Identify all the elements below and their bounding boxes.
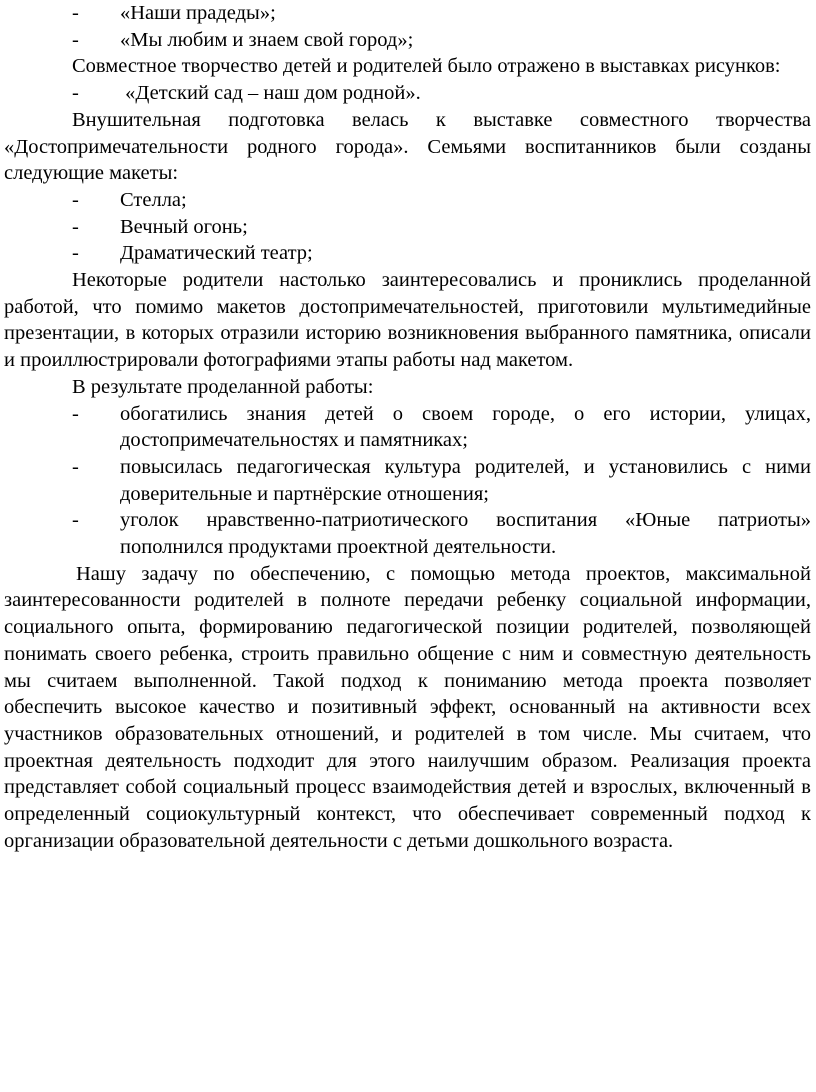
list-dash: - bbox=[72, 2, 79, 24]
list-dash: - bbox=[72, 188, 79, 211]
list-item bbox=[4, 401, 811, 454]
paragraph: Некоторые родители настолько заинтересовались и прониклись проделанной работой, что помимо макетов достопримечательностей, приготовили мультимедийные презентации, в которых отразили историю возникновения выбранного памятника, описали и проиллюстрировали фотографиями этапы работы над макетом. bbox=[4, 269, 811, 372]
list-item bbox=[4, 507, 811, 560]
list-dash: - bbox=[72, 455, 79, 478]
list-item-text: повысилась педагогическая культура родителей, и установились с ними доверительные и партнёрские отношения; bbox=[120, 455, 811, 505]
list-item bbox=[4, 240, 811, 267]
list-item-text: Вечный огонь; bbox=[120, 215, 248, 238]
list-item-text: «Наши прадеды»; bbox=[120, 2, 276, 24]
list-dash: - bbox=[72, 82, 79, 105]
paragraph: В результате проделанной работы: bbox=[72, 375, 374, 398]
paragraph: Нашу задачу по обеспечению, с помощью метода проектов, максимальной заинтересованности родителей в полноте передачи ребенку социальной информации, социального опыта, формированию педагогической позиции родителей, позволяющей понимать своего ребенка, строить правильно общение с ним и совместную деятельность мы считаем выполненной. Такой подход к пониманию метода проекта позволяет обеспечить высокое качество и позитивный эффект, основанный на активности всех участников образовательных отношений, и родителей в том числе. Мы считаем, что проектная деятельность подходит для этого наилучшим образом. Реализация проекта представляет собой социальный процесс взаимодействия детей и взрослых, включенный в определенный социокультурный контекст, что обеспечивает современный подход к организации образовательной деятельности с детьми дошкольного возраста. bbox=[4, 562, 811, 852]
list-item-text: Драматический театр; bbox=[120, 242, 313, 265]
list-item bbox=[4, 27, 811, 54]
list-item-text: «Детский сад – наш дом родной». bbox=[120, 82, 421, 105]
list-dash: - bbox=[72, 402, 79, 425]
list-item bbox=[4, 80, 811, 107]
list-item bbox=[4, 214, 811, 241]
list-item bbox=[4, 0, 811, 27]
list-dash: - bbox=[72, 242, 79, 265]
paragraph: Внушительная подготовка велась к выставке совместного творчества «Достопримечательности родного города». Семьями воспитанников были созданы следующие макеты: bbox=[4, 108, 811, 185]
list-item bbox=[4, 187, 811, 214]
list-item bbox=[4, 454, 811, 507]
list-dash: - bbox=[72, 509, 79, 532]
list-item-text: обогатились знания детей о своем городе, о его истории, улицах, достопримечательностях и памятниках; bbox=[120, 402, 811, 452]
list-dash: - bbox=[72, 215, 79, 238]
paragraph: Совместное творчество детей и родителей было отражено в выставках рисунков: bbox=[72, 55, 781, 78]
list-item-text: Стелла; bbox=[120, 188, 187, 211]
list-dash: - bbox=[72, 28, 79, 51]
list-item-text: уголок нравственно-патриотического воспитания «Юные патриоты» пополнился продуктами проектной деятельности. bbox=[120, 509, 811, 559]
list-item-text: «Мы любим и знаем свой город»; bbox=[120, 28, 414, 51]
